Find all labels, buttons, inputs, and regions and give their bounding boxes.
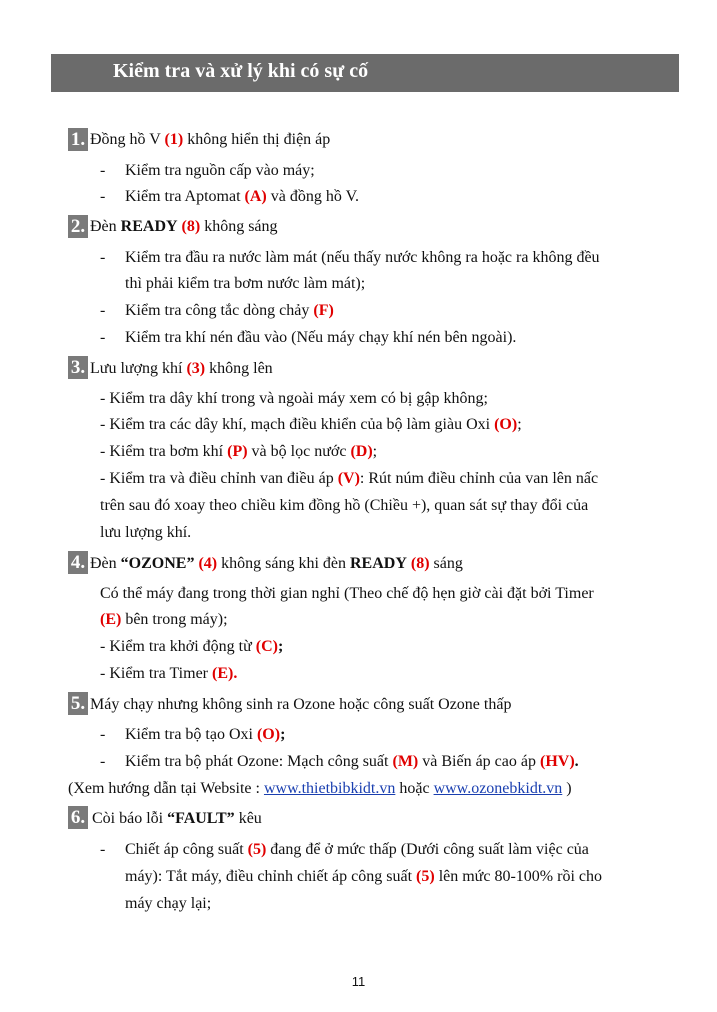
section-title: Còi báo lỗi “FAULT” kêu [92, 810, 262, 827]
section-title: Đèn READY (8) không sáng [90, 218, 278, 235]
page-number: 11 [351, 974, 366, 989]
bullet-dash: - [100, 188, 106, 205]
list-item-continuation: lưu lượng khí. [100, 524, 192, 541]
section-number: 4. [68, 551, 88, 574]
list-item: Chiết áp công suất (5) đang để ở mức thấp (Dưới công suất làm việc của [125, 841, 589, 858]
list-item: Kiểm tra công tắc dòng chảy (F) [125, 302, 334, 319]
list-item: Kiểm tra bộ phát Ozone: Mạch công suất (M) và Biến áp cao áp (HV). [125, 753, 579, 770]
section-title: Lưu lượng khí (3) không lên [90, 360, 273, 377]
page-title: Kiểm tra và xử lý khi có sự cố [113, 60, 369, 82]
list-item-continuation: máy chạy lại; [125, 895, 212, 912]
paragraph-continuation: (E) bên trong máy); [100, 611, 228, 628]
list-item: Kiểm tra bộ tạo Oxi (O); [125, 726, 286, 743]
website-link-ozonebkidt[interactable]: www.ozonebkidt.vn [433, 780, 563, 797]
section-title: Đồng hồ V (1) không hiển thị điện áp [90, 131, 331, 148]
website-note: (Xem hướng dẫn tại Website : www.thietbibkidt.vn hoặc www.ozonebkidt.vn ) [68, 780, 572, 797]
list-item: - Kiểm tra các dây khí, mạch điều khiển của bộ làm giàu Oxi (O); [100, 416, 522, 433]
bullet-dash: - [100, 726, 106, 743]
list-item: Kiểm tra đầu ra nước làm mát (nếu thấy nước không ra hoặc ra không đều [125, 249, 600, 266]
section-number: 6. [68, 806, 88, 829]
bullet-dash: - [100, 753, 106, 770]
list-item-continuation: trên sau đó xoay theo chiều kim đồng hồ (Chiều +), quan sát sự thay đổi của [100, 497, 589, 514]
bullet-dash: - [100, 162, 106, 179]
paragraph: Có thể máy đang trong thời gian nghỉ (Theo chế độ hẹn giờ cài đặt bởi Timer [100, 585, 594, 602]
list-item-continuation: thì phải kiểm tra bơm nước làm mát); [125, 275, 366, 292]
list-item: - Kiểm tra bơm khí (P) và bộ lọc nước (D); [100, 443, 378, 460]
list-item: - Kiểm tra dây khí trong và ngoài máy xem có bị gập không; [100, 390, 488, 407]
list-item: - Kiểm tra và điều chỉnh van điều áp (V): Rút núm điều chỉnh của van lên nấc [100, 470, 599, 487]
bullet-dash: - [100, 329, 106, 346]
list-item: Kiểm tra nguồn cấp vào máy; [125, 162, 315, 179]
list-item: Kiểm tra Aptomat (A) và đồng hồ V. [125, 188, 360, 205]
list-item: - Kiểm tra khởi động từ (C); [100, 638, 284, 655]
list-item-continuation: máy): Tắt máy, điều chỉnh chiết áp công suất (5) lên mức 80-100% rồi cho [125, 868, 602, 885]
website-link-thietbibkidt[interactable]: www.thietbibkidt.vn [263, 780, 396, 797]
bullet-dash: - [100, 249, 106, 266]
section-header-bar [51, 54, 679, 92]
bullet-dash: - [100, 841, 106, 858]
section-number: 1. [68, 128, 88, 151]
list-item: - Kiểm tra Timer (E). [100, 665, 238, 682]
section-title: Đèn “OZONE” (4) không sáng khi đèn READY (8) sáng [90, 555, 463, 572]
bullet-dash: - [100, 302, 106, 319]
section-number: 3. [68, 356, 88, 379]
section-number: 2. [68, 215, 88, 238]
list-item: Kiểm tra khí nén đầu vào (Nếu máy chạy khí nén bên ngoài). [125, 329, 517, 346]
section-number: 5. [68, 692, 88, 715]
section-title: Máy chạy nhưng không sinh ra Ozone hoặc công suất Ozone thấp [90, 696, 512, 713]
